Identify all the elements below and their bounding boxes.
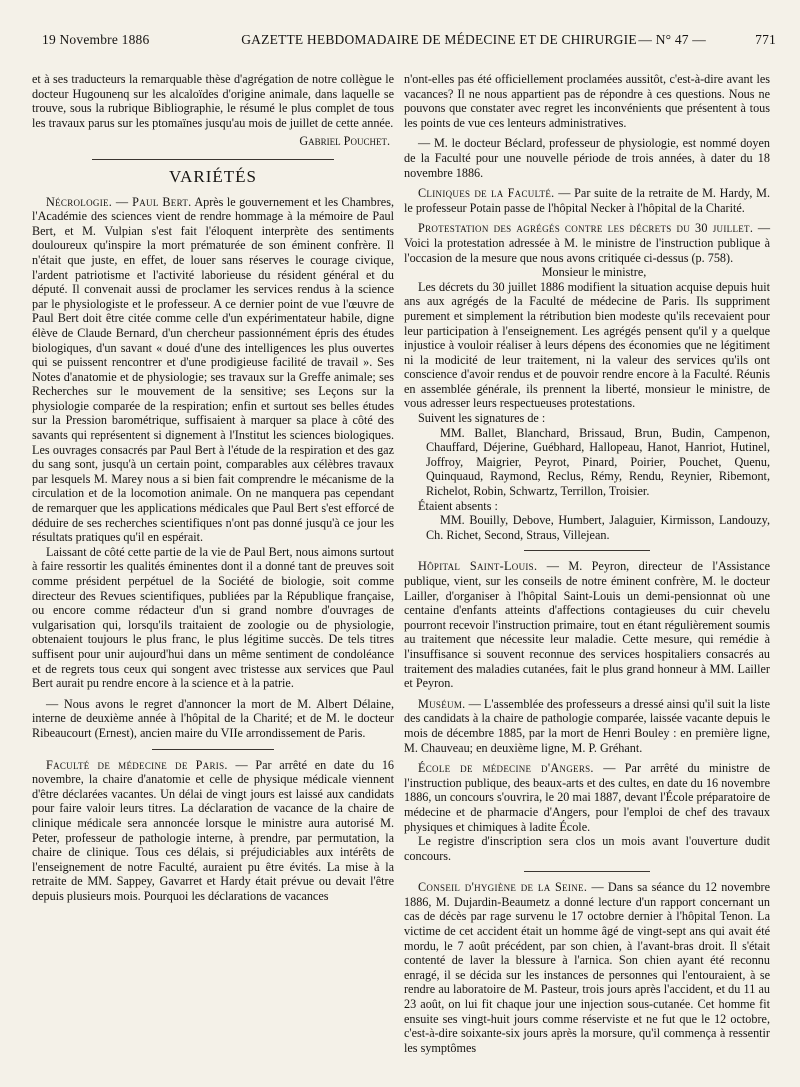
protestation-body: Les décrets du 30 juillet 1886 modifient la situation acquise depuis huit ans aux agrégés de la Faculté de médecine de Paris. Ils suppriment purement et simplement la rétribution bien modeste qu'ils recevaient pour leur participation à l'enseignement. Les agrégés pensent qu'il y a quelque injustice à vouloir réaliser à leurs dépens des économies que ne légitiment ni la modicité de leur traitement, ni la valeur des services qu'ils ont conscience d'avoir rendus et de pouvoir rendre encore à la Faculté. Réunis en assemblée générale, ils prennent la liberté, monsieur le ministre, de vous adresser leurs respectueuses protestations. (404, 279, 770, 411)
right-column (404, 72, 770, 1055)
signature: Gabriel Pouchet. (299, 134, 390, 149)
section-divider (92, 159, 334, 160)
journal-title: GAZETTE HEBDOMADAIRE DE MÉDECINE ET DE CHIRURGIE (241, 32, 637, 47)
issue-number: — N° 47 — (638, 32, 706, 47)
signatures-intro: Suivent les signatures de : (418, 411, 546, 426)
necrologie-heading: Nécrologie. — Paul Bert. (46, 194, 192, 209)
signatories-list: MM. Ballet, Blanchard, Brissaud, Brun, Budin, Campenon, Chauffard, Déjerine, Guébhard, Hallopeau, Hanot, Hanriot, Hutinel, Joffroy, Maigrier, Peyrot, Pinard, Poirier, Pouchet, Quenu, Quinquaud, Raymond, Reclus, Rémy, Rendu, Reynier, Ribemont, Richelot, Robin, Schwartz, Terrillon, Troisier. (426, 425, 770, 499)
angers-text-2: Le registre d'inscription sera clos un mois avant l'ouverture dudit concours. (404, 834, 770, 863)
article-divider (152, 749, 274, 750)
section-title: VARIÉTÉS (169, 166, 257, 186)
cliniques-text: — Par suite de la retraite de M. Hardy, M. le professeur Potain passe de l'hôpital Necker à l'hôpital de la Charité. (404, 186, 771, 215)
angers-heading: École de médecine d'Angers. (418, 761, 594, 776)
protestation-heading: Protestation des agrégés contre les décrets du 30 juillet. (418, 221, 754, 236)
saint-louis-heading: Hôpital Saint-Louis. (418, 559, 538, 574)
article-divider-2 (524, 550, 650, 551)
absents-list: MM. Bouilly, Debove, Humbert, Jalaguier, Kirmisson, Landouzy, Ch. Richet, Second, Straus, Villejean. (426, 513, 770, 542)
necrologie-paragraph-2: Laissant de côté cette partie de la vie de Paul Bert, nous aimons surtout à faire ressortir les qualités éminentes dont il a donné tant de preuves soit comme président perpétuel de la Société de biologie, soit comme directeur des Revues scientifiques, publiées par la République française, ou encore comme rédacteur d'un si grand nombre d'ouvrages de vulgarisation qui, lorsqu'ils traitaient de zoologie ou de physiologie, obtenaient toujours le plus franc, le plus légitime succès. De tels titres suffisent pour unir aujourd'hui dans un même sentiment de condoléance et de regrets tous ceux qui songent avec tristesse aux services que Paul Bert aurait pu rendre encore à la science et à la patrie. (32, 544, 394, 691)
article-divider-3 (524, 871, 650, 872)
necrologie-paragraph-3: — Nous avons le regret d'annoncer la mort de M. Albert Délaine, interne de deuxième année à l'hôpital de la Charité; et de M. le docteur Ribeaucourt (Ernest), ancien maire du VIIe arrondissement de Paris. (32, 696, 394, 740)
salutation: Monsieur le ministre, (541, 265, 647, 280)
continued-paragraph: n'ont-elles pas été officiellement proclamées aussitôt, c'est-à-dire avant les vacances? Il ne nous appartient pas de répondre à ces questions. Nous ne pouvons que constater avec regret les inconvénients que présentent à tous les points de vue ces lenteurs administratives. (404, 72, 770, 130)
museum-text: — L'assemblée des professeurs a dressé ainsi qu'il suit la liste des candidats à la chaire de pathologie comparée, laissée vacante depuis le mois de décembre 1885, par la mort de Henri Bouley : en première ligne, M. Chauveau; en deuxième ligne, M. P. Gréhant. (404, 696, 771, 755)
hygiene-text: — Dans sa séance du 12 novembre 1886, M. Dujardin-Beaumetz a donné lecture d'un rapport concernant un cas de décès par rage survenu le 17 octobre dernier à l'hôpital Tenon. La victime de cet accident était un homme âgé de vingt-sept ans qui avait été mordu, le 7 août précédent, par son chien, à l'avant-bras droit. Il s'était contenté de laver la blessure à l'arnica. Son chien ayant été reconnu enragé, il se décida sur les instances de personnes qui l'entouraient, à se rendre au laboratoire de M. Pasteur, trois jours après l'accident, et du 11 au 23 août, on lui fit chaque jour une injection sous-cutanée. Cet homme fit ensuite ses vingt-huit jours comme réserviste et ne fut que le 12 octobre, c'est-à-dire soixante-six jours après la morsure, qu'il commença à ressentir les symptômes (404, 880, 771, 1055)
museum-heading: Muséum. (418, 696, 466, 711)
page-header (42, 32, 776, 54)
angers-text: — Par arrêté du ministre de l'instruction publique, des beaux-arts et des cultes, en date du 16 novembre 1886, un concours s'ouvrira, le 20 mai 1887, devant l'École préparatoire de médecine et de pharmacie d'Angers, pour l'emploi de chef des travaux physiques et chimiques à ladite École. (404, 761, 770, 834)
issue-date: 19 Novembre 1886 (42, 32, 150, 47)
left-column (32, 72, 394, 903)
absents-intro: Étaient absents : (418, 498, 498, 513)
necrologie-paragraph-1: Après le gouvernement et les Chambres, l'Académie des sciences vient de rendre hommage à la mémoire de Paul Bert, et M. Vulpian s'est fait l'éloquent interprète des sentiments douloureux qu'inspire la mort prématurée de son éminent confrère. Il n'était que juste, en effet, de louer sans réserves le courage civique, l'ardent patriotisme et l'activité laborieuse du résident général et du député. Il convenait aussi de proclamer les services rendus à la science par le physiologiste et le professeur. A ce dernier point de vue l'œuvre de Paul Bert doit être citée comme celle d'un expérimentateur habile, digne élève de Claude Bernard, d'un chercheur passionnément épris des études biologiques, d'un savant « doué d'une des intelligences les plus ouvertes qui se puissent rencontrer et d'une prodigieuse facilité de travail ». Ses Notes d'anatomie et de physiologie; ses travaux sur la Greffe animale; ses Recherches sur le mouvement de la sensitive; ses Leçons sur la physiologie comparée de la respiration; enfin et surtout ses belles études sur la Pression barométrique, suffisaient à marquer sa place à côté des savants qui représentent si dignement à l'Institut les sciences biologiques. Les ouvrages consacrés par Paul Bert à l'étude de la respiration et des gaz du sang sont, jusqu'à un certain point, comparables aux célèbres travaux par lesquels M. Marey nous a si bien fait comprendre le mécanisme de la circulation et de la locomotion animale. On ne manquera pas cependant de remarquer que les applications médicales que Paul Bert s'est efforcé de déduire de ses recherches scientifiques n'ont pas donné jusqu'à ce jour les résultats pratiques qu'il en espérait. (32, 194, 395, 545)
page-number: 771 (755, 32, 776, 47)
intro-paragraph: et à ses traducteurs la remarquable thèse d'agrégation de notre collègue le docteur Hugounenq sur les alcaloïdes d'origine animale, dans laquelle se trouve, sous la rubrique Bibliographie, le résumé le plus complet de tous les travaux parus sur les ptomaïnes jusqu'au mois de juillet de cette année. (32, 72, 394, 130)
saint-louis-text: — M. Peyron, directeur de l'Assistance publique, vient, sur les conseils de notre éminent confrère, M. le docteur Lailler, d'organiser à l'hôpital Saint-Louis un demi-pensionnat où une centaine d'enfants atteints d'affections contagieuses du cuir chevelu pourront recevoir l'instruction primaire, tout en étant régulièrement soumis au traitement que nécessite leur maladie. Cette mesure, qui remédie à l'insuffisance si souvent reconnue des services hospitaliers consacrés au traitement des maladies cutanées, fait le plus grand honneur à MM. Lailler et Peyron. (404, 559, 770, 691)
beclard-paragraph: — M. le docteur Béclard, professeur de physiologie, est nommé doyen de la Faculté pour une nouvelle période de trois années, à dater du 18 novembre 1886. (404, 136, 770, 180)
cliniques-heading: Cliniques de la Faculté. (418, 186, 555, 201)
protestation-intro: — Voici la protestation adressée à M. le ministre de l'instruction publique à l'occasion de la mesure que nous avons critiquée ci-dessus (p. 758). (404, 221, 770, 265)
faculte-heading: Faculté de médecine de Paris. (46, 757, 228, 772)
faculte-text: — Par arrêté en date du 16 novembre, la chaire d'anatomie et celle de physique médicale viennent d'être déclarées vacantes. Un délai de vingt jours est laissé aux candidats pour faire valoir leurs titres. La déclaration de vacance de la chaire de clinique médicale sera annoncée lorsque le ministre aura autorisé M. Peter, professeur de pathologie interne, à prendre, par permutation, la chaire de clinique. Tous ces délais, si préjudiciables aux intérêts de l'enseignement de notre Faculté, auraient pu être évités. La mise à la retraite de MM. Sappey, Gavarret et Hardy était prévue ou devait l'être depuis plusieurs mois. Pourquoi les déclarations de vacances (32, 757, 395, 903)
hygiene-heading: Conseil d'hygiène de la Seine. (418, 880, 588, 895)
